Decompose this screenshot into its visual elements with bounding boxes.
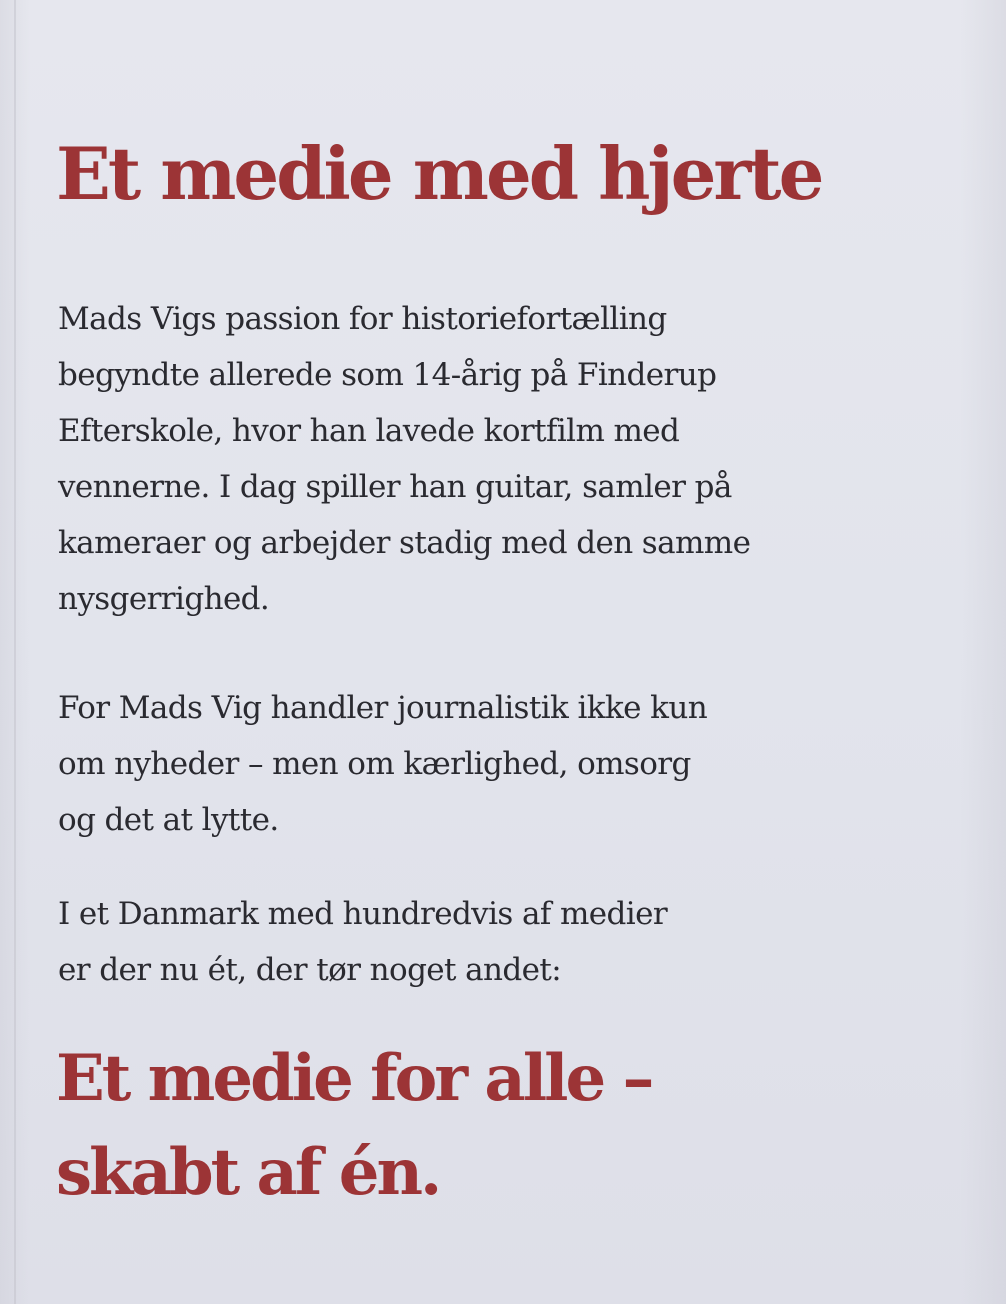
paragraph-line: Mads Vigs passion for historiefortælling <box>58 301 667 337</box>
paragraph-line: om nyheder – men om kærlighed, omsorg <box>58 746 691 782</box>
paragraph-intro <box>58 291 750 627</box>
paragraph-line: kameraer og arbejder stadig med den samme <box>58 525 751 561</box>
closing-line: Et medie for alle – <box>56 1041 652 1116</box>
paragraph-line: og det at lytte. <box>58 802 279 838</box>
paragraph-line: begyndte allerede som 14-årig på Finderup <box>58 357 717 393</box>
closing-statement <box>56 1032 651 1220</box>
paragraph-line: er der nu ét, der tør noget andet: <box>58 952 562 988</box>
page-title: Et medie med hjerte <box>56 131 822 216</box>
paragraph-denmark <box>58 886 667 998</box>
paragraph-line: For Mads Vig handler journalistik ikke kun <box>58 690 708 726</box>
paragraph-journalism <box>58 680 707 848</box>
paper-edge <box>14 0 16 1304</box>
closing-line: skabt af én. <box>56 1135 440 1210</box>
paragraph-line: Efterskole, hvor han lavede kortfilm med <box>58 413 680 449</box>
paragraph-line: I et Danmark med hundredvis af medier <box>58 896 668 932</box>
paragraph-line: nysgerrighed. <box>58 581 270 617</box>
paragraph-line: vennerne. I dag spiller han guitar, samler på <box>58 469 732 505</box>
